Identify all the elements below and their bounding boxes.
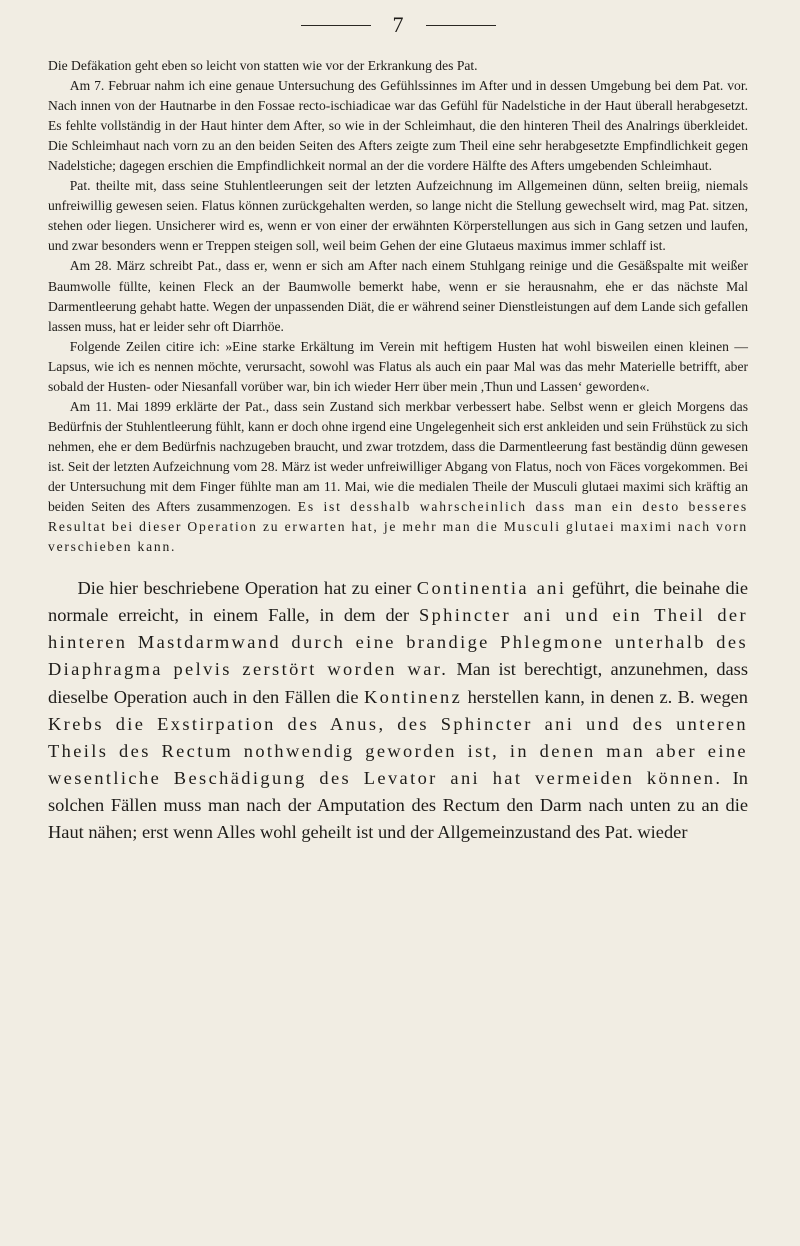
page-number: 7 — [392, 12, 404, 37]
header-rule-left — [301, 25, 371, 26]
paragraph — [48, 397, 748, 557]
spaced-text: Es ist desshalb wahrscheinlich dass man ein desto besseres Resultat bei dieser Operation zu erwarten hat, je mehr man die Musculi glutaei maximi nach vorn verschieben kann. — [48, 499, 748, 555]
spaced-text: Kontinenz — [364, 686, 463, 707]
header-rule-right — [426, 25, 496, 26]
small-print-body — [48, 56, 748, 557]
text-run: Pat. theilte mit, dass seine Stuhlentleerungen seit der letzten Aufzeichnung im Allgemeinen dünn, selten breiig, niemals unfreiwillig gewesen seien. Flatus können zurückgehalten werden, so lange nicht die Stellung gewechselt wird, mag Pat. sitzen, stehen oder liegen. Unsicherer wird es, wenn er von einer der erwähnten Körperstellungen aus sich in Gang setzen und laufen, und zwar besonders wenn er Treppen steigen soll, weil beim Gehen der eine Glutaeus maximus immer schlaff ist. — [48, 178, 748, 254]
spaced-text: Krebs die Exstirpation des Anus, des Sphincter ani und des unteren Theils des Rectum nothwendig geworden ist, in denen man aber eine wesentliche Beschädigung des Levator ani hat vermeiden können. — [48, 713, 748, 788]
paragraph — [48, 575, 748, 846]
text-run: Folgende Zeilen citire ich: »Eine starke Erkältung im Verein mit heftigem Husten hat wohl bisweilen einen kleinen — Lapsus, wie ich es nennen möchte, verursacht, sowohl was Flatus als auch ein paar Mal was das mehr Materielle betrifft, aber sobald der Husten- oder Niesanfall vorüber war, bin ich wieder Herr über mein ,Thun und Lassen‘ geworden«. — [48, 338, 748, 394]
spaced-text: Sphincter ani und ein Theil der hinteren Mastdarmwand durch eine brandige Phlegmone unterhalb des Diaphragma pelvis zerstört worden war. — [48, 605, 748, 680]
text-run: geführt, die beinahe die normale erreicht, in einem Falle, in dem der — [48, 578, 748, 626]
text-run: Die hier beschriebene Operation hat zu einer — [77, 578, 417, 599]
spaced-text: Continentia ani — [416, 578, 567, 599]
text-run: Am 7. Februar nahm ich eine genaue Untersuchung des Gefühlssinnes im After und in dessen Umgebung bei dem Pat. vor. Nach innen von der Hautnarbe in den Fossae recto-ischiadicae war das Gefühl für Nadelstiche in der Haut überall herabgesetzt. Es fehlte vollständig in der Haut hinter dem After, so wie in der Schleimhaut, die den hinteren Theil des Analrings überkleidet. Die Schleimhaut nach vorn zu an den beiden Seiten des Afters zeigte zum Theil eine sehr herabgesetzte Empfindlichkeit gegen Nadelstiche; dagegen erschien die Empfindlichkeit normal an der die vordere Hälfte des Afters umgebenden Schleimhaut. — [48, 78, 748, 174]
text-run: Am 28. März schreibt Pat., dass er, wenn er sich am After nach einem Stuhlgang reinige und die Gesäßspalte mit weißer Baumwolle füllte, keinen Fleck an der Baumwolle bemerkt habe, wenn er sie herausnahm, ehe er das nächste Mal Darmentleerung gehabt hatte. Wegen der unpassenden Diät, die er während seiner Dienstleistungen auf dem Lande sich gefallen lassen muss, hat er leider sehr oft Diarrhöe. — [48, 258, 748, 334]
paragraph — [48, 76, 748, 176]
text-run: herstellen kann, in denen z. B. wegen — [462, 686, 749, 707]
page-header — [48, 14, 748, 36]
text-run: Am 11. Mai 1899 erklärte der Pat., dass sein Zustand sich merkbar verbessert habe. Selbst wenn er gleich Morgens das Bedürfnis der Stuhlentleerung fühlt, kann er doch ohne irgend eine Ungelegenheit sich erst ankleiden und sein Frühstück zu sich nehmen, ehe er dem Bedürfnis nachzugeben braucht, und zwar trotzdem, dass die Darmentleerung fast beständig dünn gewesen ist. Seit der letzten Aufzeichnung vom 28. März ist weder unfreiwilliger Abgang von Flatus, noch von Fäces vorgekommen. Bei der Untersuchung mit dem Finger fühlte man am 11. Mai, wie die medialen Theile der Musculi glutaei maximi sich kräftig an beiden Seiten des Afters zusammenzogen. — [48, 398, 748, 515]
paragraph — [48, 256, 748, 336]
text-run: In solchen Fällen muss man nach der Amputation des Rectum den Darm nach unten zu an die Haut nähen; erst wenn Alles wohl geheilt ist und der Allgemeinzustand des Pat. wieder — [48, 767, 748, 843]
paragraph — [48, 56, 748, 76]
text-run: Die Defäkation geht eben so leicht von statten wie vor der Erkrankung des Pat. — [48, 58, 478, 73]
large-print-body — [48, 575, 748, 846]
text-run: Man ist berechtigt, anzunehmen, dass dieselbe Operation auch in den Fällen die — [48, 659, 749, 707]
paragraph — [48, 337, 748, 397]
paragraph — [48, 176, 748, 256]
